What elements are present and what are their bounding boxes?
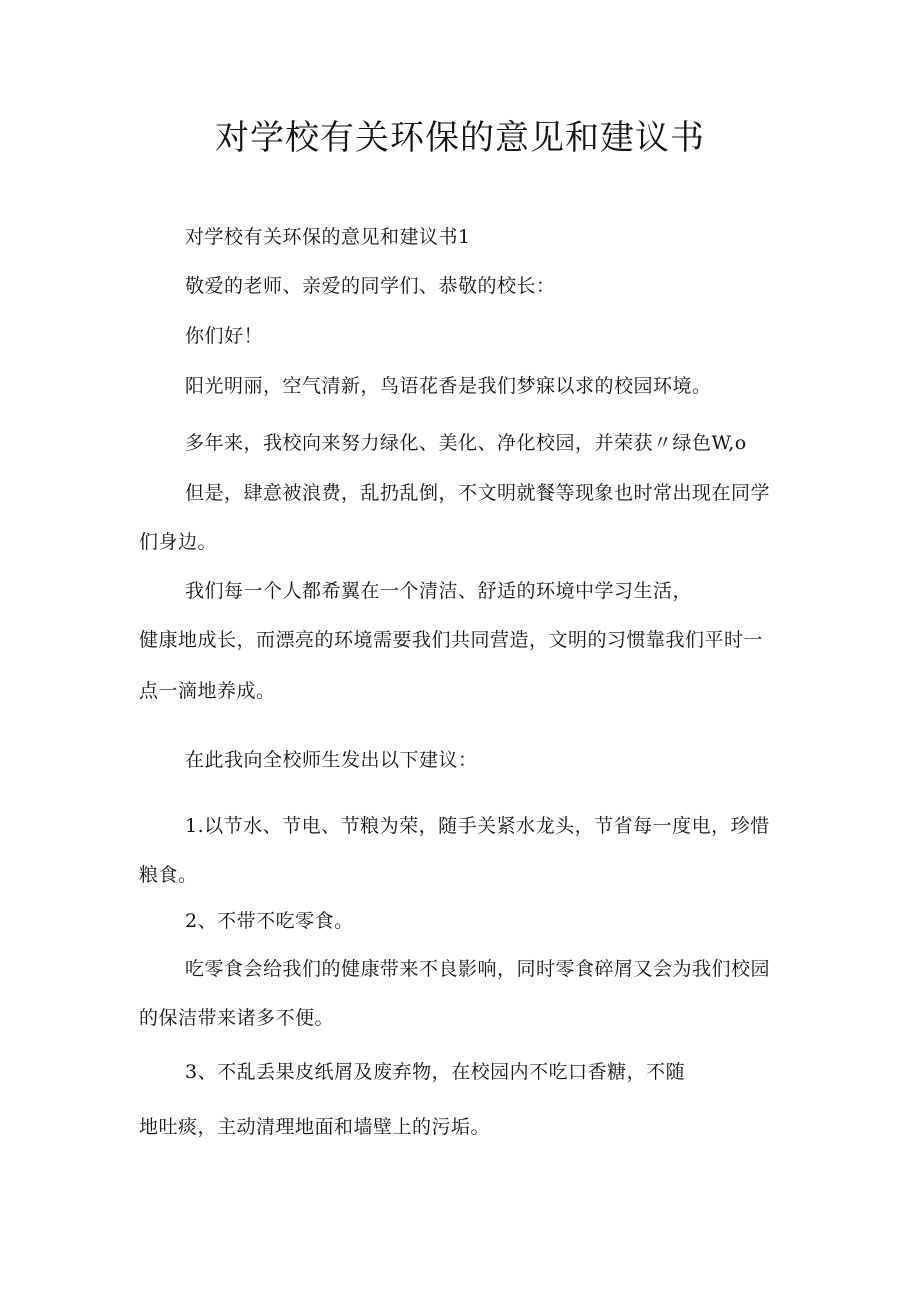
paragraph-line: 在此我向全校师生发出以下建议： xyxy=(185,749,478,771)
paragraph-line: 的保洁带来诸多不便。 xyxy=(139,1007,335,1029)
list-item-line: 3、不乱丢果皮纸屑及废弃物，在校园内不吃口香糖，不随 xyxy=(185,1061,686,1083)
document-title: 对学校有关环保的意见和建议书 xyxy=(215,118,705,158)
paragraph-line: 我们每一个人都希翼在一个清洁、舒适的环境中学习生活， xyxy=(185,580,693,602)
list-item-line: 2、不带不吃零食。 xyxy=(185,910,354,932)
paragraph-line: 但是，肆意被浪费，乱扔乱倒，不文明就餐等现象也时常出现在同学 xyxy=(185,482,771,504)
section-heading: 对学校有关环保的意见和建议书1 xyxy=(185,226,471,248)
paragraph-line: 吃零食会给我们的健康带来不良影响，同时零食碎屑又会为我们校园 xyxy=(185,958,771,980)
list-item-line: 1.以节水、节电、节粮为荣，随手关紧水龙头，节省每一度电，珍惜 xyxy=(185,815,770,837)
paragraph-line: 阳光明丽，空气清新，鸟语花香是我们梦寐以求的校园环境。 xyxy=(185,375,712,397)
paragraph-line: 们身边。 xyxy=(139,531,218,553)
salutation: 敬爱的老师、亲爱的同学们、恭敬的校长： xyxy=(185,275,556,297)
greeting: 你们好！ xyxy=(185,325,264,347)
paragraph-line: 多年来，我校向来努力绿化、美化、净化校园，并荣获〃绿色W,o xyxy=(185,432,747,454)
list-item-line: 粮食。 xyxy=(139,864,198,886)
paragraph-line: 点一滴地养成。 xyxy=(139,680,276,702)
paragraph-line: 健康地成长，而漂亮的环境需要我们共同营造，文明的习惯靠我们平时一 xyxy=(139,629,764,651)
list-item-line: 地吐痰，主动清理地面和墙壁上的污垢。 xyxy=(139,1116,491,1138)
